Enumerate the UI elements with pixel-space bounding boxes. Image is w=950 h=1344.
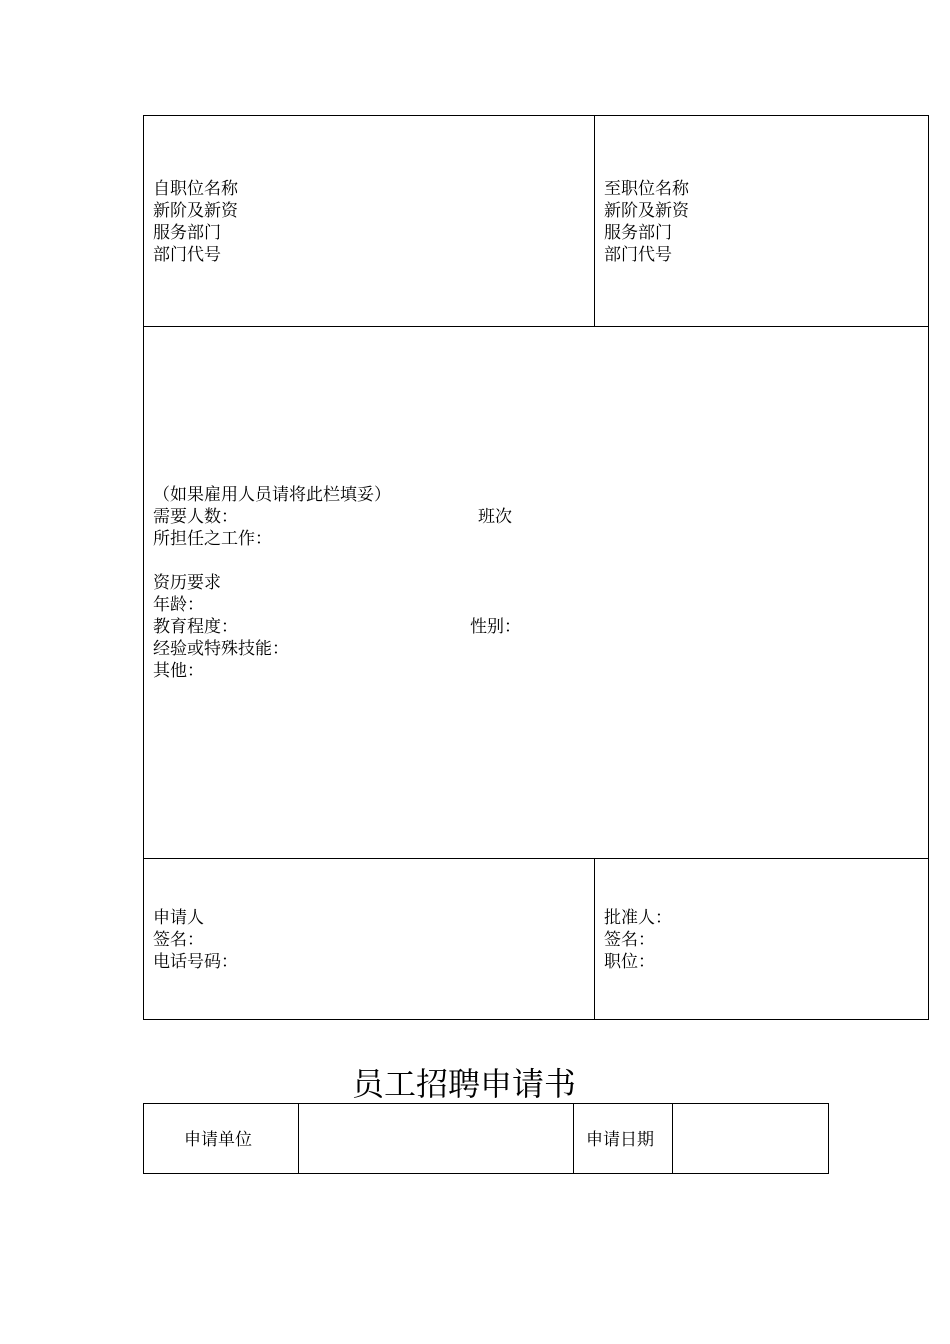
applicant-signature-label: 签名：: [153, 930, 204, 950]
col-divider-bottom: [594, 858, 595, 1020]
date-label: 申请日期: [586, 1130, 654, 1150]
header-col-2: [573, 1103, 574, 1174]
shift-label: 班次: [478, 507, 512, 527]
row-divider-1: [143, 326, 929, 327]
qualification-title: 资历要求: [153, 573, 221, 593]
applicant-label: 申请人: [153, 908, 204, 928]
to-dept-code-label: 部门代号: [604, 245, 672, 265]
approver-position-label: 职位：: [604, 952, 655, 972]
from-department-label: 服务部门: [153, 223, 221, 243]
from-dept-code-label: 部门代号: [153, 245, 221, 265]
row-divider-2: [143, 858, 929, 859]
from-grade-salary-label: 新阶及新资: [153, 201, 238, 221]
experience-label: 经验或特殊技能：: [153, 639, 289, 659]
other-label: 其他：: [153, 661, 204, 681]
approver-label: 批准人：: [604, 908, 672, 928]
form-title: 员工招聘申请书: [352, 1065, 577, 1103]
age-label: 年龄：: [153, 595, 204, 615]
hiring-note: （如果雇用人员请将此栏填妥）: [153, 485, 391, 505]
education-label: 教育程度：: [153, 617, 238, 637]
headcount-label: 需要人数：: [153, 507, 238, 527]
to-department-label: 服务部门: [604, 223, 672, 243]
unit-value-field[interactable]: [299, 1104, 572, 1173]
main-form-table: [143, 115, 929, 1020]
date-value-field[interactable]: [673, 1104, 828, 1173]
gender-label: 性别：: [470, 617, 521, 637]
to-grade-salary-label: 新阶及新资: [604, 201, 689, 221]
duty-label: 所担任之工作：: [153, 529, 272, 549]
col-divider-top: [594, 115, 595, 327]
applicant-phone-label: 电话号码：: [153, 952, 238, 972]
approver-signature-label: 签名：: [604, 930, 655, 950]
to-position-label: 至职位名称: [604, 179, 689, 199]
unit-label: 申请单位: [184, 1130, 252, 1150]
from-position-label: 自职位名称: [153, 179, 238, 199]
